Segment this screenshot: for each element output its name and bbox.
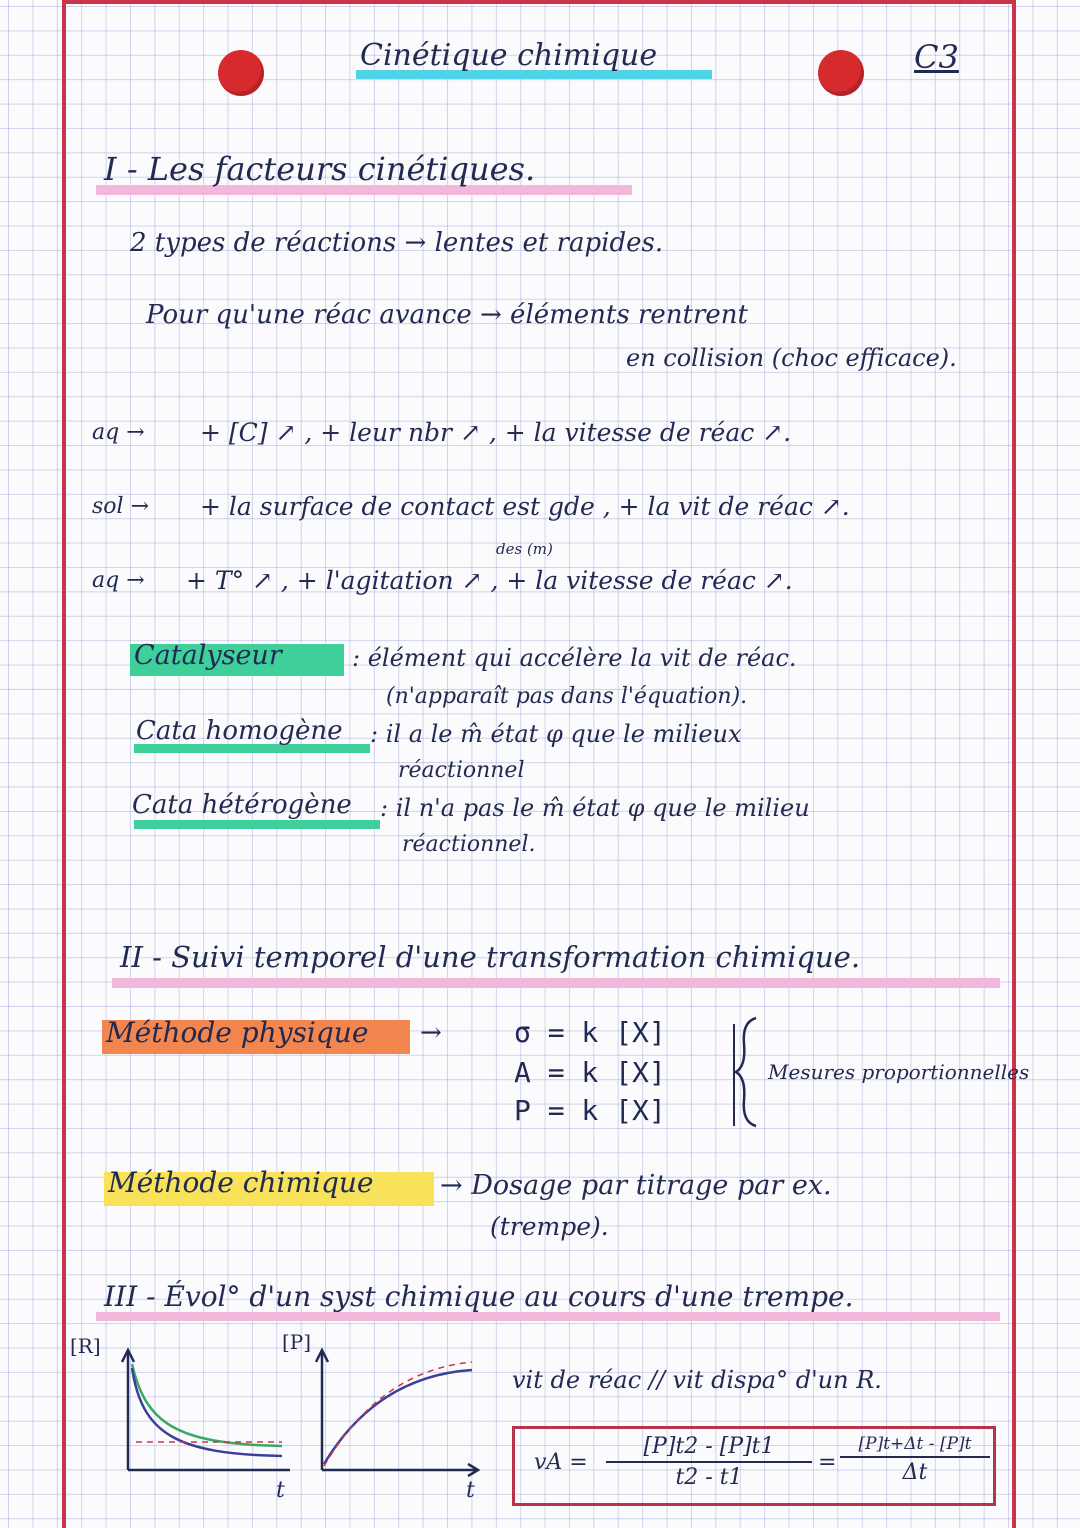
formula-denominator-1: t2 - t1 xyxy=(675,1465,743,1490)
cata-homo-def: : il a le m̂ état φ que le milieux xyxy=(370,720,742,748)
cata-homo-term: Cata homogène xyxy=(136,716,343,746)
section1-title: I - Les facteurs cinétiques. xyxy=(104,150,536,188)
formula-equals: = xyxy=(818,1450,837,1475)
cata-hetero-def: : il n'a pas le m̂ état φ que le milieu xyxy=(380,794,810,822)
page-top-border xyxy=(62,0,1016,4)
graph-left-xlabel: t xyxy=(276,1478,285,1503)
page-left-border xyxy=(62,0,66,1528)
formula-denominator-2: Δt xyxy=(902,1460,928,1485)
section2-title: II - Suivi temporel d'une transformation chimique. xyxy=(120,940,861,974)
formula-numerator-1: [P]t2 - [P]t1 xyxy=(643,1434,775,1459)
cata-homo-def-2: réactionnel xyxy=(398,758,525,783)
fraction-bar xyxy=(606,1461,812,1463)
physical-method-arrow: → xyxy=(420,1018,442,1048)
binder-hole-icon xyxy=(818,50,864,96)
graph-right-xlabel: t xyxy=(466,1478,475,1503)
page-right-border xyxy=(1012,0,1016,1528)
catalyseur-def-2: (n'apparaît pas dans l'équation). xyxy=(386,684,748,709)
collision-line-2: en collision (choc efficace). xyxy=(626,344,957,372)
pressure-equation: P = k [X] xyxy=(514,1094,666,1127)
sol-label: sol → xyxy=(92,494,149,519)
rate-note: vit de réac // vit dispa° d'un R. xyxy=(512,1366,882,1394)
graph-right-ylabel: [P] xyxy=(282,1330,312,1354)
section2-highlight xyxy=(112,978,1000,988)
product-concentration-graph xyxy=(300,1344,484,1494)
aq-label: aq → xyxy=(92,420,145,445)
binder-hole-icon xyxy=(218,50,264,96)
chemical-method-text-2: (trempe). xyxy=(490,1212,609,1241)
sol-factor-text: + la surface de contact est gde , + la vit de réac ↗. xyxy=(200,492,850,521)
formula-numerator-2: [P]t+Δt - [P]t xyxy=(858,1434,972,1454)
conductivity-equation: σ = k [X] xyxy=(514,1016,666,1049)
types-line: 2 types de réactions → lentes et rapides. xyxy=(130,228,664,258)
section3-title: III - Évol° d'un syst chimique au cours d'une trempe. xyxy=(104,1280,854,1313)
catalyseur-def: : élément qui accélère la vit de réac. xyxy=(352,644,797,672)
cata-hetero-term: Cata hétérogène xyxy=(132,790,352,820)
temp-factor-text: + T° ↗ , + l'agitation ↗ , + la vitesse de réac ↗. xyxy=(186,566,793,595)
absorbance-equation: A = k [X] xyxy=(514,1056,666,1089)
aq-temp-label: aq → xyxy=(92,568,145,593)
page-title: Cinétique chimique xyxy=(360,38,658,73)
chemical-method-text: → Dosage par titrage par ex. xyxy=(440,1170,832,1201)
catalyseur-term: Catalyseur xyxy=(134,640,282,671)
physical-method-label: Méthode physique xyxy=(106,1016,369,1049)
brace-icon xyxy=(730,1014,766,1130)
formula-fraction-1 xyxy=(606,1434,812,1490)
aq-factor-text: + [C] ↗ , + leur nbr ↗ , + la vitesse de réac ↗. xyxy=(200,418,792,447)
des-molecules-note: des (m) xyxy=(496,540,553,558)
reactant-concentration-graph xyxy=(96,1344,296,1494)
fraction-bar xyxy=(840,1456,990,1458)
chapter-code: C3 xyxy=(914,38,959,76)
cata-hetero-def-2: réactionnel. xyxy=(402,832,536,857)
collision-line: Pour qu'une réac avance → éléments rentrent xyxy=(146,300,748,330)
formula-fraction-2 xyxy=(840,1434,990,1485)
proportional-measures-note: Mesures proportionnelles xyxy=(768,1060,1030,1084)
graph-left-ylabel: [R] xyxy=(70,1334,101,1358)
section3-highlight xyxy=(96,1312,1000,1321)
cata-hetero-highlight xyxy=(134,820,380,829)
chemical-method-label: Méthode chimique xyxy=(108,1166,374,1199)
formula-lhs: vA = xyxy=(534,1450,588,1475)
